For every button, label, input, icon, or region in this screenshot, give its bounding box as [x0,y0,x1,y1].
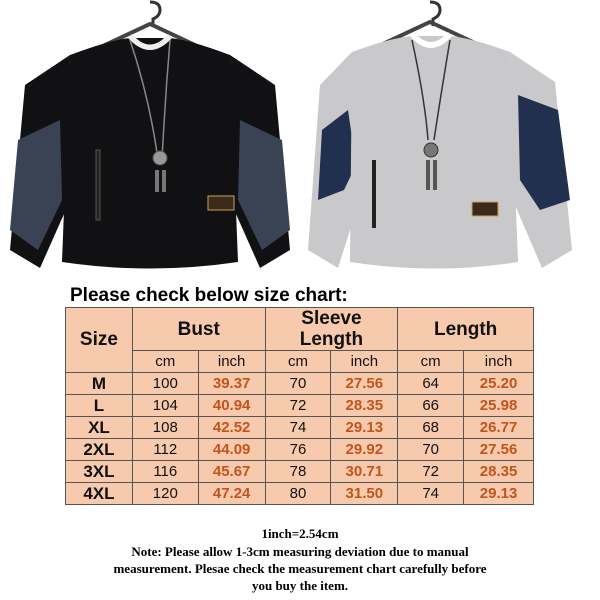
header-row-groups [66,308,534,351]
note-line: you buy the item. [251,578,349,593]
length-inch-cell: 28.35 [464,461,534,483]
size-cell: 3XL [66,461,133,483]
size-cell: M [66,373,133,395]
size-cell: 2XL [66,439,133,461]
length-inch-cell: 27.56 [464,439,534,461]
length-inch-cell: 25.98 [464,395,534,417]
sleeve-inch-cell: 30.71 [331,461,398,483]
grey-sweatshirt-photo [300,0,600,282]
bust-cm-cell: 120 [132,483,198,505]
bust-inch-cell: 45.67 [198,461,265,483]
sleeve-inch-cell: 31.50 [331,483,398,505]
table-row [66,461,534,483]
length-cm-cell: 70 [398,439,464,461]
bust-inch-cell: 44.09 [198,439,265,461]
unit-cm: cm [132,351,198,373]
bust-inch-cell: 39.37 [198,373,265,395]
header-sleeve-line2: Length [299,329,364,350]
unit-conversion-note: 1inch=2.54cm [261,526,339,541]
bust-cm-cell: 104 [132,395,198,417]
length-cm-cell: 72 [398,461,464,483]
bust-cm-cell: 100 [132,373,198,395]
length-cm-cell: 74 [398,483,464,505]
black-sweatshirt-photo [0,0,300,282]
sleeve-inch-cell: 27.56 [331,373,398,395]
bust-inch-cell: 47.24 [198,483,265,505]
length-inch-cell: 26.77 [464,417,534,439]
header-bust: Bust [132,308,265,351]
table-row [66,417,534,439]
bust-inch-cell: 42.52 [198,417,265,439]
sleeve-cm-cell: 74 [265,417,331,439]
unit-inch: inch [331,351,398,373]
size-cell: 4XL [66,483,133,505]
size-chart-title: Please check below size chart: [70,285,348,306]
size-cell: XL [66,417,133,439]
bust-cm-cell: 108 [132,417,198,439]
length-cm-cell: 68 [398,417,464,439]
sleeve-cm-cell: 70 [265,373,331,395]
sleeve-inch-cell: 29.92 [331,439,398,461]
length-cm-cell: 66 [398,395,464,417]
header-size: Size [66,308,133,373]
header-length: Length [398,308,534,351]
header-sleeve-line1: Sleeve [301,308,362,329]
sleeve-cm-cell: 76 [265,439,331,461]
unit-inch: inch [464,351,534,373]
length-inch-cell: 25.20 [464,373,534,395]
note-line: Note: Please allow 1-3cm measuring deviation due to manual [131,544,469,559]
note-line: measurement. Plesae check the measurement chart carefully before [113,561,487,576]
header-row-units [66,351,534,373]
sleeve-inch-cell: 29.13 [331,417,398,439]
measurement-note [0,543,600,594]
unit-inch: inch [198,351,265,373]
bust-cm-cell: 112 [132,439,198,461]
table-row [66,395,534,417]
product-photos [0,0,600,282]
table-row [66,373,534,395]
unit-cm: cm [398,351,464,373]
header-sleeve-length [265,308,398,351]
length-cm-cell: 64 [398,373,464,395]
sleeve-cm-cell: 72 [265,395,331,417]
bust-inch-cell: 40.94 [198,395,265,417]
sleeve-cm-cell: 80 [265,483,331,505]
table-row [66,483,534,505]
unit-cm: cm [265,351,331,373]
sleeve-inch-cell: 28.35 [331,395,398,417]
table-row [66,439,534,461]
length-inch-cell: 29.13 [464,483,534,505]
size-cell: L [66,395,133,417]
sleeve-cm-cell: 78 [265,461,331,483]
bust-cm-cell: 116 [132,461,198,483]
size-chart-table [65,307,534,505]
